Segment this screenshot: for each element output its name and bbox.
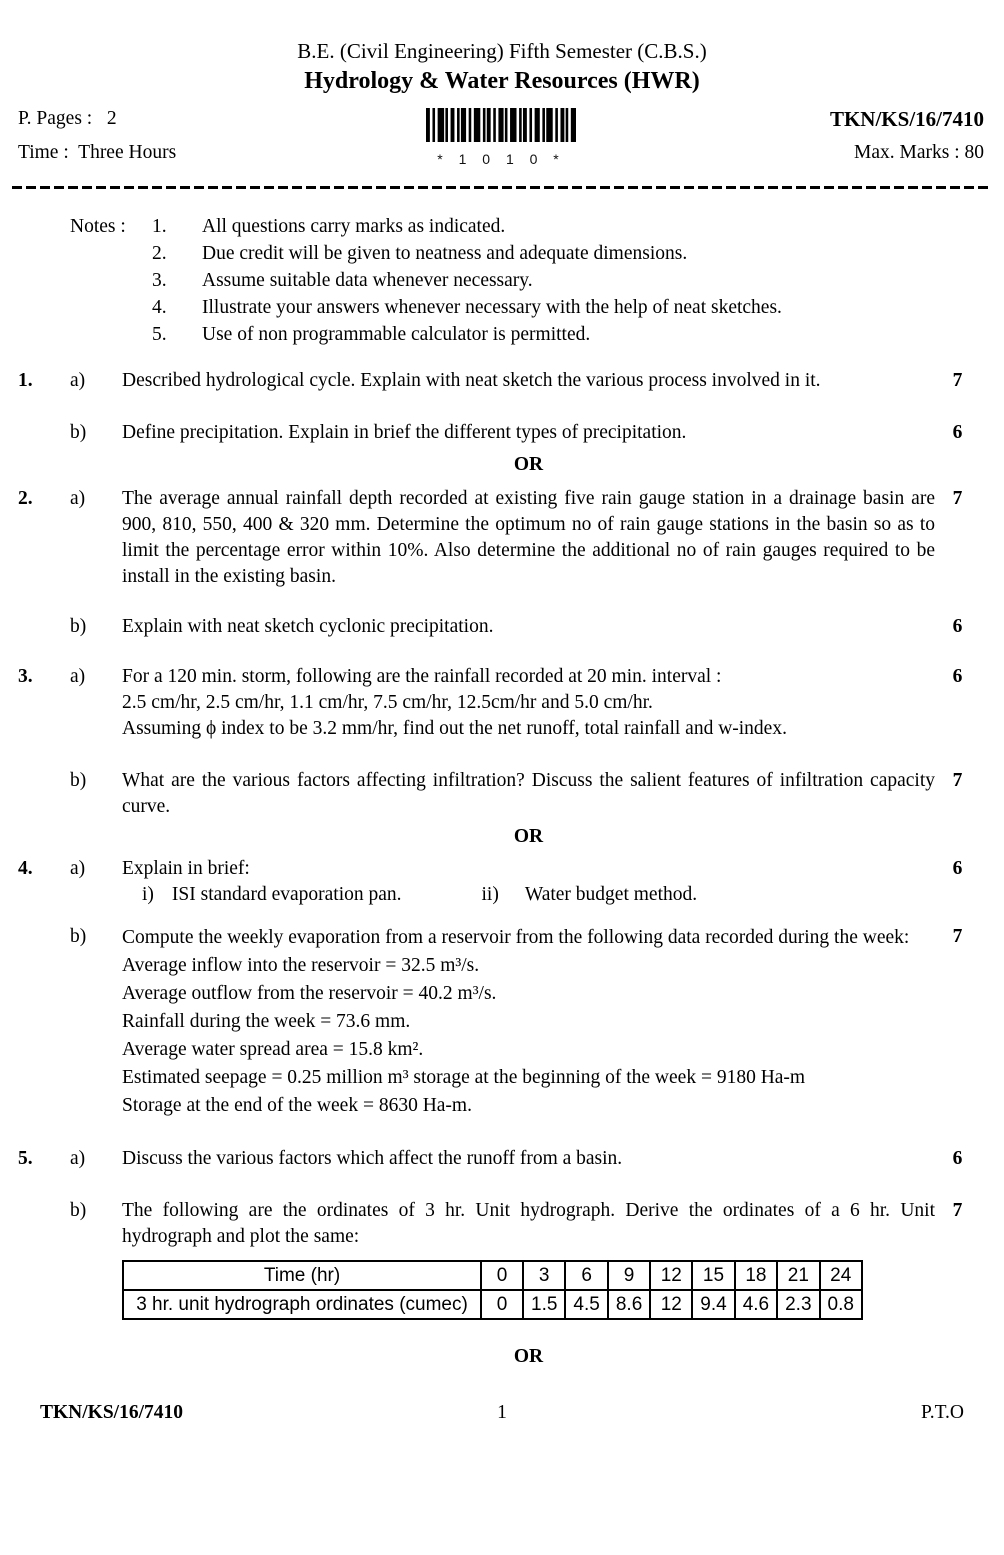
questions-area <box>0 368 1004 1370</box>
footer-pto: P.T.O <box>921 1402 964 1423</box>
question-number: 2. <box>18 488 33 509</box>
question-text: Define precipitation. Explain in brief the different types of precipitation. <box>122 422 687 443</box>
question-marks: 7 <box>952 1200 963 1221</box>
note-item: 4. Illustrate your answers whenever necessary with the help of neat sketches. <box>152 297 782 318</box>
question-number: 3. <box>18 666 33 687</box>
barcode-bars-icon <box>426 108 576 142</box>
question-3a <box>18 664 980 742</box>
question-4a <box>18 856 980 908</box>
question-marks: 6 <box>952 1148 963 1169</box>
question-5b <box>18 1198 980 1250</box>
sub-item-i-number: i) <box>142 884 154 905</box>
footer-page-number: 1 <box>497 1402 507 1423</box>
question-text: The following are the ordinates of 3 hr. Unit hydrograph. Derive the ordinates of a 6 hr. Unit hydrograph and plot the same: <box>122 1200 935 1247</box>
question-number <box>18 614 70 640</box>
notes-label: Notes : <box>70 216 126 237</box>
max-marks: Max. Marks : 80 <box>854 142 984 163</box>
barcode <box>426 108 576 167</box>
question-letter: a) <box>70 858 86 879</box>
table-row: Time (hr) 0 3 6 9 12 15 18 21 24 <box>123 1261 862 1290</box>
question-marks: 7 <box>952 770 963 791</box>
question-marks: 6 <box>952 666 963 687</box>
question-number: 1. <box>18 370 33 391</box>
paper-code: TKN/KS/16/7410 <box>829 107 984 131</box>
question-marks: 7 <box>952 926 963 947</box>
unit-hydrograph-table <box>122 1260 863 1320</box>
question-marks: 6 <box>952 858 963 879</box>
question-text: What are the various factors affecting infiltration? Discuss the salient features of infiltration capacity curve. <box>122 770 935 817</box>
question-letter: b) <box>70 616 87 637</box>
exam-line: B.E. (Civil Engineering) Fifth Semester (C.B.S.) <box>297 39 707 63</box>
question-5a <box>18 1146 980 1172</box>
question-number <box>18 1198 70 1250</box>
question-marks: 7 <box>952 370 963 391</box>
page-footer <box>0 1400 1004 1426</box>
pages-label: P. Pages : 2 <box>18 108 117 129</box>
question-number <box>18 924 70 1120</box>
notes-list <box>152 213 782 348</box>
or-separator: OR <box>513 1346 544 1367</box>
sub-item-i-text: ISI standard evaporation pan. <box>171 884 402 905</box>
question-letter: b) <box>70 926 87 947</box>
question-number <box>18 768 70 820</box>
header-left <box>18 102 426 170</box>
question-letter: a) <box>70 1148 86 1169</box>
sub-item-ii-text: Water budget method. <box>524 884 698 905</box>
barcode-number: * 1 0 1 0 * <box>437 151 565 167</box>
question-text: The average annual rainfall depth recorded at existing five rain gauge station in a drainage basin are 900, 810, 550, 400 & 320 mm. Determine the optimum no of rain gauge stations in the basin so as to limit the percentage error within 10%. Also determine the additional no of rain gauges required to be install in the existing basin. <box>122 488 935 587</box>
header-info-row <box>0 96 1004 170</box>
question-number: 4. <box>18 858 33 879</box>
sub-items-line <box>122 882 935 908</box>
question-letter: a) <box>70 666 86 687</box>
time-label: Time : Three Hours <box>18 142 177 163</box>
question-letter: a) <box>70 370 86 391</box>
question-3b <box>18 768 980 820</box>
table-row-label: 3 hr. unit hydrograph ordinates (cumec) <box>123 1290 481 1319</box>
question-text: Discuss the various factors which affect the runoff from a basin. <box>122 1148 623 1169</box>
dashed-separator <box>12 186 992 189</box>
table-row: 3 hr. unit hydrograph ordinates (cumec) 0 1.5 4.5 8.6 12 9.4 4.6 2.3 0.8 <box>123 1290 862 1319</box>
question-text: Explain in brief: i) ISI standard evaporation pan. ii) Water budget method. <box>122 856 935 908</box>
table-header-label: Time (hr) <box>123 1261 481 1290</box>
question-number <box>18 420 70 446</box>
question-marks: 6 <box>952 422 963 443</box>
question-letter: a) <box>70 488 86 509</box>
footer-paper-code: TKN/KS/16/7410 <box>40 1402 184 1423</box>
note-item: 5. Use of non programmable calculator is permitted. <box>152 324 591 345</box>
note-item: 3. Assume suitable data whenever necessary. <box>152 270 533 291</box>
question-1b <box>18 420 980 446</box>
note-item: 1. All questions carry marks as indicated. <box>152 216 506 237</box>
or-separator: OR <box>513 826 544 847</box>
question-marks: 6 <box>952 616 963 637</box>
question-letter: b) <box>70 770 87 791</box>
question-letter: b) <box>70 422 87 443</box>
header-right <box>576 102 984 170</box>
question-letter: b) <box>70 1200 87 1221</box>
question-number: 5. <box>18 1148 33 1169</box>
question-2a <box>18 486 980 590</box>
question-marks: 7 <box>952 488 963 509</box>
sub-item-ii-number: ii) <box>481 884 499 905</box>
question-text: Compute the weekly evaporation from a reservoir from the following data recorded during the week: Average inflow into the reservoir = 32.5 m³/s. Average outflow from the reservoir = 40.2 m³/s. Rainfall during the week = 73.6 mm. Average water spread area = 15.8 km². Estimated seepage = 0.25 million m³ storage at the beginning of the week = 9180 Ha-m Storage at the end of the week = 8630 Ha-m. <box>122 927 910 1116</box>
question-text: For a 120 min. storm, following are the rainfall recorded at 20 min. interval : 2.5 cm/hr, 2.5 cm/hr, 1.1 cm/hr, 7.5 cm/hr, 12.5cm/hr and 5.0 cm/hr. Assuming ϕ index to be 3.2 mm/hr, find out the net runoff, total rainfall and w-index. <box>122 666 787 739</box>
question-2b <box>18 614 980 640</box>
notes-block <box>0 213 1004 348</box>
question-1a <box>18 368 980 394</box>
question-text: Described hydrological cycle. Explain with neat sketch the various process involved in it. <box>122 370 821 391</box>
question-text: Explain with neat sketch cyclonic precipitation. <box>122 616 494 637</box>
subject-title: Hydrology & Water Resources (HWR) <box>304 68 700 94</box>
or-separator: OR <box>513 454 544 475</box>
question-4b <box>18 924 980 1120</box>
note-item: 2. Due credit will be given to neatness and adequate dimensions. <box>152 243 688 264</box>
